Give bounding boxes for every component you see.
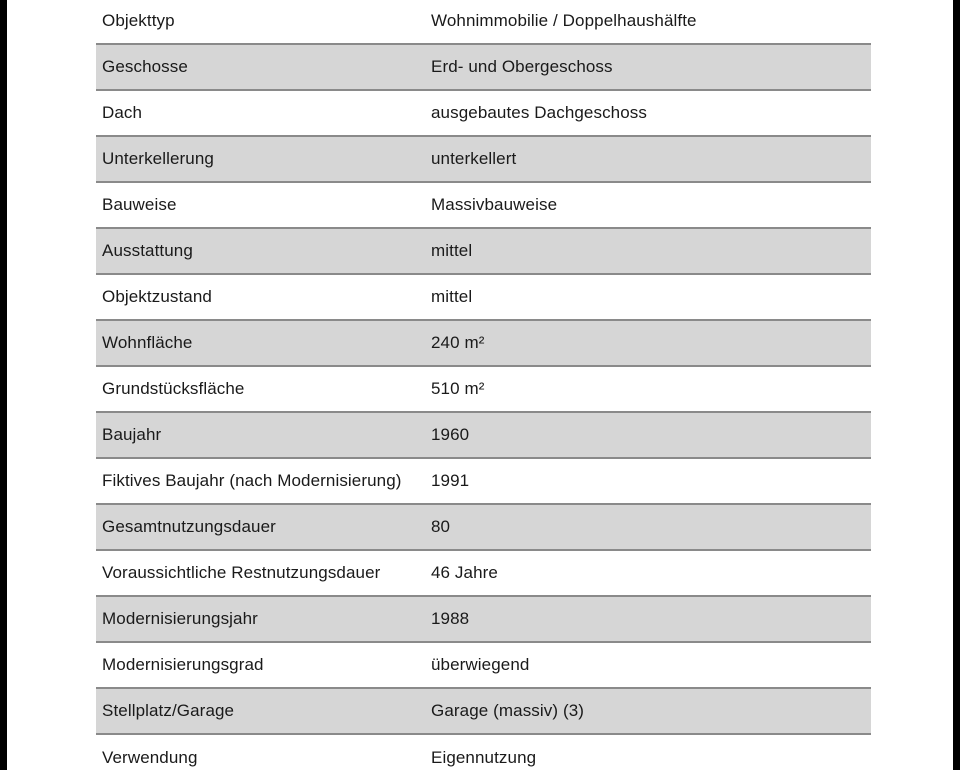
table-row [96, 228, 871, 274]
row-label: Wohnfläche [96, 320, 425, 366]
left-black-border [0, 0, 7, 770]
table-row [96, 412, 871, 458]
row-value: mittel [425, 228, 871, 274]
table-row [96, 642, 871, 688]
row-label: Verwendung [102, 747, 198, 767]
row-label: Bauweise [96, 182, 425, 228]
row-value: 1960 [425, 412, 871, 458]
table-row [96, 320, 871, 366]
table-row [96, 688, 871, 734]
row-label: Voraussichtliche Restnutzungsdauer [96, 550, 425, 596]
property-details-table [96, 0, 871, 770]
table-row [96, 136, 871, 182]
table-row [96, 550, 871, 596]
row-value: 46 Jahre [425, 550, 871, 596]
row-label: Fiktives Baujahr (nach Modernisierung) [96, 458, 425, 504]
row-label: Geschosse [96, 44, 425, 90]
row-label: Modernisierungsjahr [96, 596, 425, 642]
row-value: Massivbauweise [425, 182, 871, 228]
right-black-border [953, 0, 960, 770]
row-value: überwiegend [425, 642, 871, 688]
table-row [96, 366, 871, 412]
row-value: 1988 [425, 596, 871, 642]
table-row [96, 458, 871, 504]
table-row [96, 274, 871, 320]
table-row [96, 182, 871, 228]
row-label: Grundstücksfläche [96, 366, 425, 412]
table-row [96, 504, 871, 550]
row-value: 80 [425, 504, 871, 550]
row-value: mittel [425, 274, 871, 320]
row-label: Objekttyp [96, 0, 425, 44]
row-value: Eigennutzung [431, 747, 537, 767]
row-label: Unterkellerung [96, 136, 425, 182]
row-value: Erd- und Obergeschoss [425, 44, 871, 90]
row-value: ausgebautes Dachgeschoss [425, 90, 871, 136]
row-value: 240 m² [425, 320, 871, 366]
row-label: Baujahr [96, 412, 425, 458]
table-row [96, 0, 871, 44]
row-value: Garage (massiv) (3) [425, 688, 871, 734]
row-label: Stellplatz/Garage [96, 688, 425, 734]
row-value: Wohnimmobilie / Doppelhaushälfte [425, 0, 871, 44]
table-row [96, 734, 871, 770]
row-value: unterkellert [425, 136, 871, 182]
row-label: Dach [96, 90, 425, 136]
row-label: Objektzustand [96, 274, 425, 320]
table-row [96, 44, 871, 90]
row-label: Modernisierungsgrad [96, 642, 425, 688]
table-row [96, 90, 871, 136]
row-value: 510 m² [425, 366, 871, 412]
row-label: Ausstattung [96, 228, 425, 274]
row-label: Gesamtnutzungsdauer [96, 504, 425, 550]
row-value: 1991 [425, 458, 871, 504]
table-row [96, 596, 871, 642]
